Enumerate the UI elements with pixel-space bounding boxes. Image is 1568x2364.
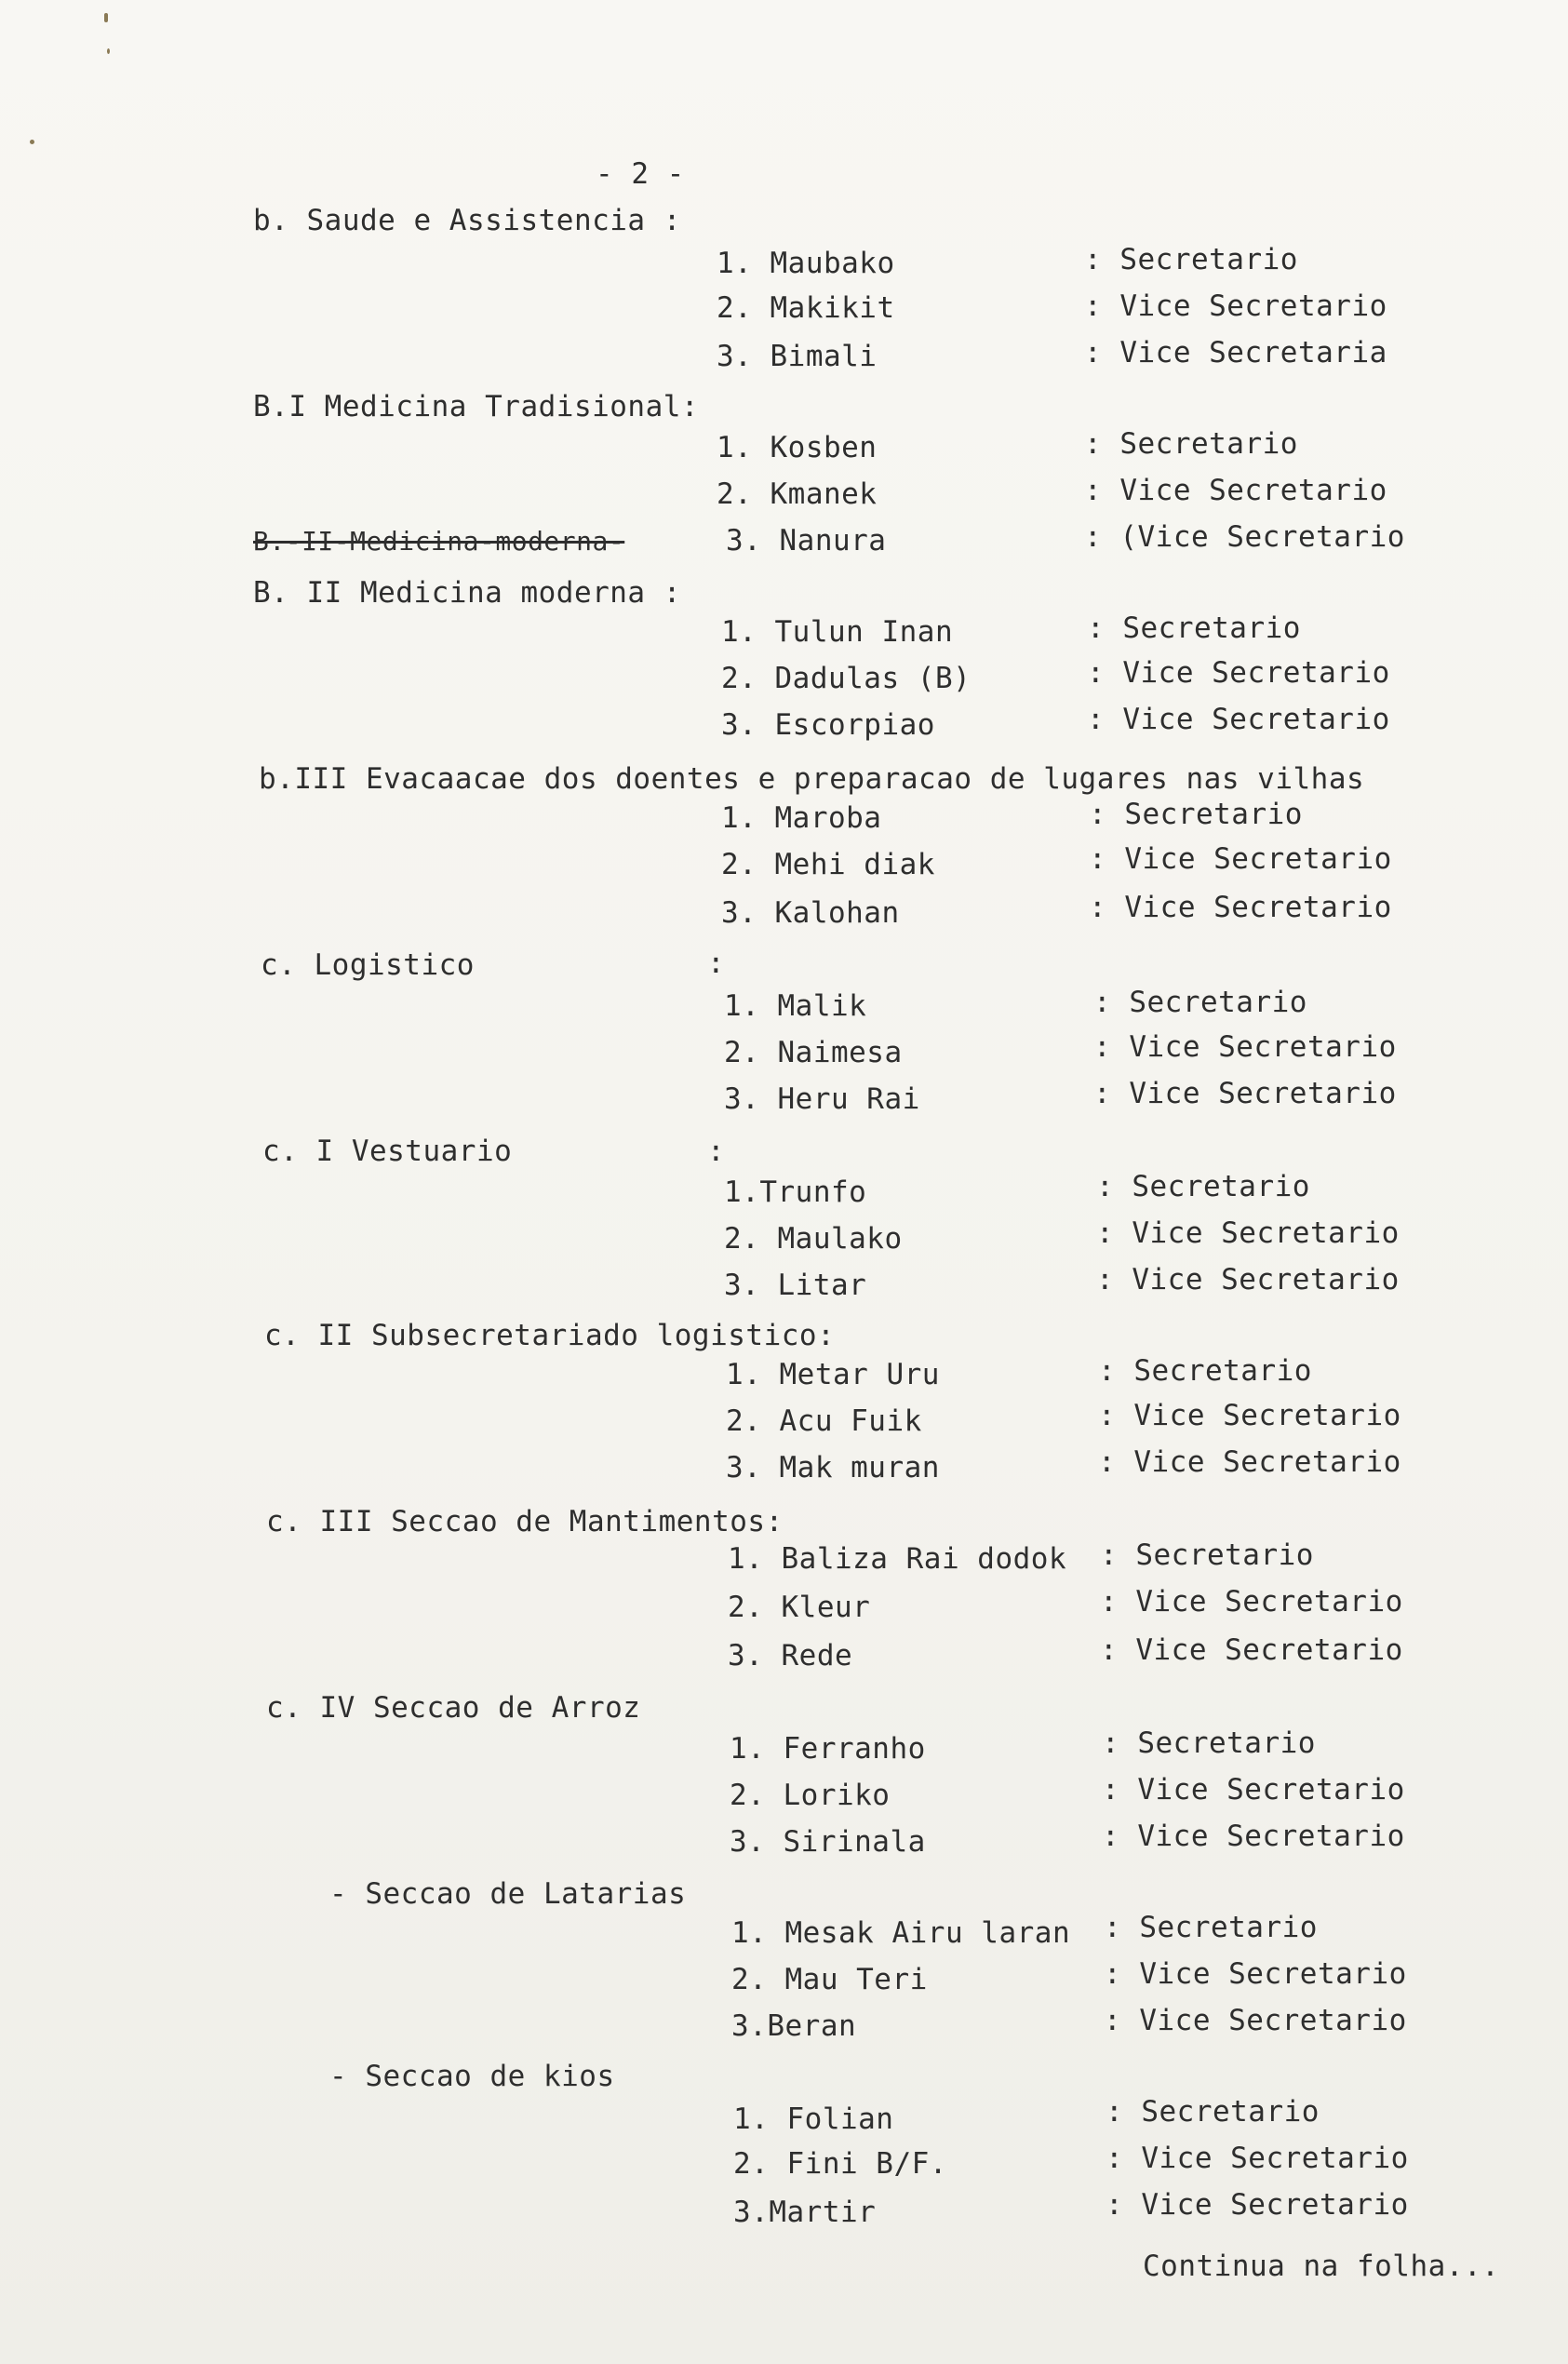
member-role: : Vice Secretario bbox=[1098, 1445, 1401, 1479]
section-heading: B. II Medicina moderna : bbox=[253, 576, 681, 610]
section-heading: c. I Vestuario bbox=[262, 1135, 513, 1168]
member-name: 3. Nanura bbox=[726, 524, 887, 557]
member-name: 2. Fini B/F. bbox=[733, 2147, 947, 2181]
member-name: 1. Tulun Inan bbox=[721, 615, 954, 649]
member-role: : Secretario bbox=[1089, 798, 1303, 831]
member-role: : Secretario bbox=[1093, 986, 1307, 1019]
member-name: 2. Dadulas (B) bbox=[721, 662, 972, 695]
member-name: 2. Loriko bbox=[730, 1779, 891, 1812]
member-role: : Vice Secretario bbox=[1104, 1957, 1407, 1991]
section-heading: c. IV Seccao de Arroz bbox=[266, 1691, 641, 1725]
member-role: : Vice Secretario bbox=[1098, 1399, 1401, 1432]
member-name: 2. Maulako bbox=[724, 1222, 903, 1256]
member-name: 2. Kmanek bbox=[717, 477, 878, 511]
member-role: : Vice Secretario bbox=[1100, 1585, 1403, 1619]
member-role: : Secretario bbox=[1084, 243, 1298, 276]
member-name: 3. Rede bbox=[728, 1639, 853, 1672]
section-heading-colon: : bbox=[707, 947, 726, 980]
section-heading: c. Logistico bbox=[261, 948, 475, 982]
member-role: : Secretario bbox=[1102, 1726, 1316, 1760]
page-number: - 2 - bbox=[596, 157, 685, 191]
member-name: 1. Kosben bbox=[717, 431, 878, 464]
member-role: : Vice Secretario bbox=[1102, 1820, 1405, 1853]
ink-speck bbox=[107, 48, 110, 54]
member-name: 2. Kleur bbox=[728, 1591, 871, 1624]
member-role: : Secretario bbox=[1106, 2095, 1320, 2129]
member-name: 2. Naimesa bbox=[724, 1036, 903, 1069]
member-name: 1. Mesak Airu laran bbox=[731, 1916, 1071, 1950]
member-name: 1. Ferranho bbox=[730, 1732, 926, 1766]
member-name: 1.Trunfo bbox=[724, 1175, 867, 1209]
ink-speck bbox=[104, 13, 108, 22]
section-heading: - Seccao de kios bbox=[329, 2060, 615, 2093]
member-role: : Secretario bbox=[1084, 427, 1298, 461]
member-name: 3. Escorpiao bbox=[721, 708, 935, 742]
member-role: : Vice Secretario bbox=[1093, 1077, 1397, 1110]
member-name: 2. Mehi diak bbox=[721, 848, 935, 881]
section-heading: - Seccao de Latarias bbox=[329, 1877, 687, 1911]
member-name: 2. Acu Fuik bbox=[726, 1404, 922, 1438]
member-role: : Secretario bbox=[1100, 1538, 1314, 1572]
member-name: 2. Makikit bbox=[717, 291, 895, 325]
member-role: : Vice Secretario bbox=[1096, 1216, 1400, 1250]
section-heading-colon: : bbox=[707, 1135, 726, 1168]
member-role: : Vice Secretario bbox=[1084, 474, 1387, 507]
member-role: : Secretario bbox=[1104, 1911, 1318, 1944]
section-heading: b.III Evacaacae dos doentes e preparacao de lugares nas vilhas bbox=[259, 762, 1365, 796]
member-role: : Vice Secretario bbox=[1106, 2142, 1409, 2175]
member-role: : Vice Secretaria bbox=[1084, 336, 1387, 369]
member-name: 1. Malik bbox=[724, 989, 867, 1023]
member-role: : Vice Secretario bbox=[1089, 842, 1392, 876]
member-role: : (Vice Secretario bbox=[1084, 520, 1405, 554]
member-name: 2. Mau Teri bbox=[731, 1963, 928, 1996]
member-name: 3. Sirinala bbox=[730, 1825, 926, 1859]
member-name: 1. Maubako bbox=[717, 247, 895, 280]
section-heading: c. III Seccao de Mantimentos: bbox=[266, 1505, 784, 1538]
member-role: : Vice Secretario bbox=[1100, 1633, 1403, 1667]
member-name: 3. Litar bbox=[724, 1269, 867, 1302]
member-role: : Vice Secretario bbox=[1102, 1773, 1405, 1807]
member-role: : Secretario bbox=[1098, 1354, 1312, 1388]
member-name: 1. Folian bbox=[733, 2102, 894, 2136]
continuation-note: Continua na folha... bbox=[1143, 2250, 1500, 2283]
member-name: 3. Bimali bbox=[717, 340, 878, 373]
section-heading: B.I Medicina Tradisional: bbox=[253, 390, 700, 423]
member-role: : Secretario bbox=[1087, 611, 1301, 645]
ink-speck bbox=[30, 140, 34, 144]
member-name: 1. Baliza Rai dodok bbox=[728, 1542, 1067, 1576]
member-role: : Secretario bbox=[1096, 1170, 1310, 1203]
member-name: 3.Beran bbox=[731, 2009, 857, 2043]
member-role: : Vice Secretario bbox=[1084, 289, 1387, 323]
member-name: 3. Mak muran bbox=[726, 1451, 940, 1484]
member-role: : Vice Secretario bbox=[1087, 703, 1390, 736]
section-heading: c. II Subsecretariado logistico: bbox=[264, 1319, 836, 1352]
member-name: 3. Heru Rai bbox=[724, 1082, 920, 1116]
member-name: 3.Martir bbox=[733, 2196, 877, 2229]
struck-heading: B.-II-Medicina-moderna- bbox=[253, 526, 625, 557]
section-heading: b. Saude e Assistencia : bbox=[253, 204, 681, 237]
member-name: 3. Kalohan bbox=[721, 896, 900, 930]
member-role: : Vice Secretario bbox=[1087, 656, 1390, 690]
member-role: : Vice Secretario bbox=[1096, 1263, 1400, 1296]
member-role: : Vice Secretario bbox=[1093, 1030, 1397, 1064]
member-name: 1. Maroba bbox=[721, 801, 882, 835]
member-role: : Vice Secretario bbox=[1089, 891, 1392, 924]
member-role: : Vice Secretario bbox=[1104, 2004, 1407, 2037]
member-role: : Vice Secretario bbox=[1106, 2188, 1409, 2222]
member-name: 1. Metar Uru bbox=[726, 1358, 940, 1391]
